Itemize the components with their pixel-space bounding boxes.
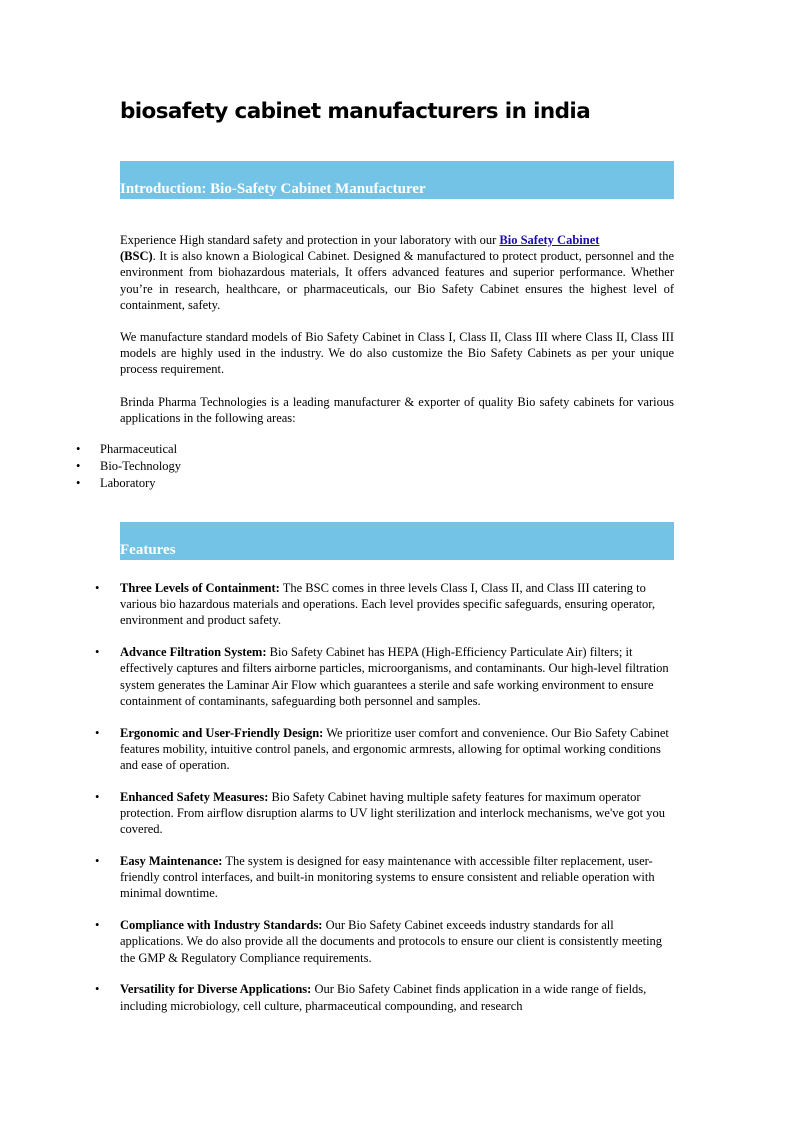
feature-text: Our Bio Safety Cabinet finds application in a wide range of fields, including microbiology, cell culture, pharmaceutical compounding, and research [120,982,647,1013]
feature-title: Enhanced Safety Measures: [120,789,269,804]
bullet-icon: • [95,918,100,933]
feature-item [0,725,674,774]
feature-text: Our Bio Safety Cabinet exceeds industry standards for all applications. We do also provide all the documents and protocols to ensure our client is consistently meeting the GMP & Regulatory Compliance requirements. [120,918,663,965]
feature-text: The system is designed for easy maintenance with accessible filter replacement, user-friendly control interfaces, and built-in monitoring systems to ensure consistent and reliable operation with minimal downtime. [120,854,655,901]
bullet-icon: • [95,982,100,997]
area-label: Pharmaceutical [100,442,178,456]
feature-text: Bio Safety Cabinet has HEPA (High-Efficiency Particulate Air) filters; it effectively captures and filters airborne particles, microorganisms, and contaminants. Our high-level filtration system generates the Laminar Air Flow which guarantees a sterile and safe working environment to ensure containment of contaminants, safeguarding both personnel and samples. [120,645,669,708]
intro-paragraph-3: Brinda Pharma Technologies is a leading manufacturer & exporter of quality Bio safety cabinets for various applications in the following areas: [120,395,674,426]
feature-title: Easy Maintenance: [120,854,223,869]
bullet-icon: • [95,581,100,595]
intro-section-header [120,161,674,199]
feature-title: Three Levels of Containment: [120,581,280,595]
bullet-icon: • [95,854,100,869]
feature-title: Versatility for Diverse Applications: [120,982,312,997]
bullet-icon: • [95,725,100,740]
feature-text: The BSC comes in three levels Class I, Class II, and Class III catering to various bio hazardous materials and operations. Each level provides specific safeguards, ensuring operator, environment and product safety. [120,581,656,628]
features-list [0,580,674,1029]
area-label: Bio-Technology [100,458,182,473]
feature-item [0,644,674,709]
bio-safety-cabinet-link[interactable]: Bio Safety Cabinet [499,233,600,247]
bsc-abbreviation: (BSC) [120,249,153,264]
list-item [0,475,181,492]
intro-section-heading: Introduction: Bio-Safety Cabinet Manufacturer [120,181,426,197]
bullet-icon: • [95,789,100,804]
feature-item [0,580,674,629]
features-section-header [120,522,674,560]
page-title: biosafety cabinet manufacturers in india [120,99,591,124]
feature-title: Ergonomic and User-Friendly Design: [120,725,324,740]
feature-item [0,853,674,902]
bullet-icon: • [76,442,81,456]
feature-item [0,981,674,1013]
application-areas-list [0,441,181,491]
feature-item [0,789,674,838]
feature-title: Advance Filtration System: [120,645,267,660]
feature-text: We prioritize user comfort and convenience. Our Bio Safety Cabinet features mobility, intuitive control panels, and ergonomic armrests, allowing for optimal working conditions and ease of operation. [120,725,669,773]
list-item [0,441,181,458]
feature-title: Compliance with Industry Standards: [120,918,323,933]
bullet-icon: • [76,475,81,490]
area-label: Laboratory [100,475,156,490]
intro-paragraph-2: We manufacture standard models of Bio Safety Cabinet in Class I, Class II, Class III where Class II, Class III models are highly used in the industry. We do also customize the Bio Safety Cabinets as per your unique process requirement. [120,330,674,377]
feature-text: Bio Safety Cabinet having multiple safety features for maximum operator protection. From airflow disruption alarms to UV light sterilization and interlock mechanisms, we've got you covered. [120,789,665,837]
intro-text-body: . It is also known a Biological Cabinet. Designed & manufactured to protect product, personnel and the environment from biohazardous materials, It offers advanced features and superior performance. Whether you’re in research, healthcare, or pharmaceuticals, our Bio Safety Cabinet ensures the highest level of containment, safety. [120,249,674,312]
intro-paragraph-1 [120,232,674,313]
feature-item [0,917,674,966]
intro-text-lead: Experience High standard safety and protection in your laboratory with our [120,233,500,247]
features-section-heading: Features [120,542,176,558]
list-item [0,458,181,475]
bullet-icon: • [95,645,100,660]
bullet-icon: • [76,458,81,473]
